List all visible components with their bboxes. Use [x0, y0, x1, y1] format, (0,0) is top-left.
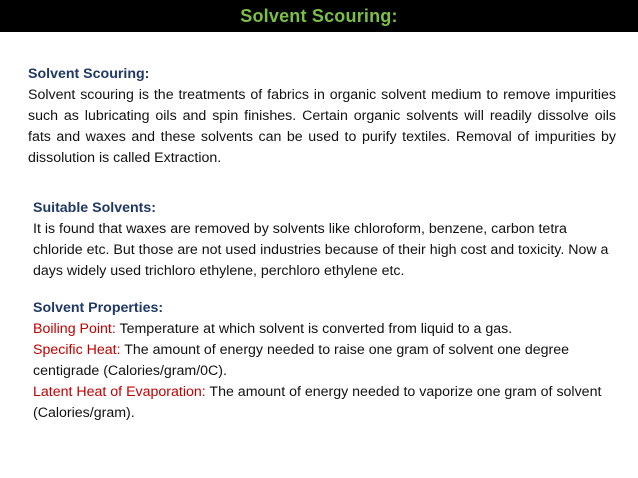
section-heading: Solvent Properties:: [33, 300, 164, 316]
property-term: Specific Heat:: [33, 342, 121, 358]
section-heading: Solvent Scouring:: [28, 66, 150, 82]
property-term: Boiling Point:: [33, 321, 116, 337]
section-solvent-properties: [33, 298, 619, 424]
section-paragraph: It is found that waxes are removed by solvents like chloroform, benzene, carbon tetra chloride etc. But those are not used industries because of their high cost and toxicity. Now a days widely used trichloro ethylene, perchloro ethylene etc.: [33, 221, 609, 279]
title-bar: [0, 0, 638, 32]
property-boiling-point: [33, 319, 619, 340]
section-suitable-solvents: [33, 198, 619, 282]
property-definition: Temperature at which solvent is converted from liquid to a gas.: [115, 321, 513, 337]
section-heading: Suitable Solvents:: [33, 200, 156, 216]
section-solvent-scouring: [28, 64, 616, 169]
section-paragraph: Solvent scouring is the treatments of fabrics in organic solvent medium to remove impurities such as lubricating oils and spin finishes. Certain organic solvents will readily dissolve oils fats and waxes and these solvents can be used to purify textiles. Removal of impurities by dissolution is called Extraction.: [28, 87, 616, 166]
property-latent-heat: [33, 382, 619, 424]
property-specific-heat: [33, 340, 619, 382]
slide-title: Solvent Scouring:: [240, 5, 398, 26]
property-definition: The amount of energy needed to vaporize one gram of solvent (Calories/gram).: [33, 384, 602, 421]
property-term: Latent Heat of Evaporation:: [33, 384, 206, 400]
property-definition: The amount of energy needed to raise one gram of solvent one degree centigrade (Calories/gram/0C).: [33, 342, 570, 379]
